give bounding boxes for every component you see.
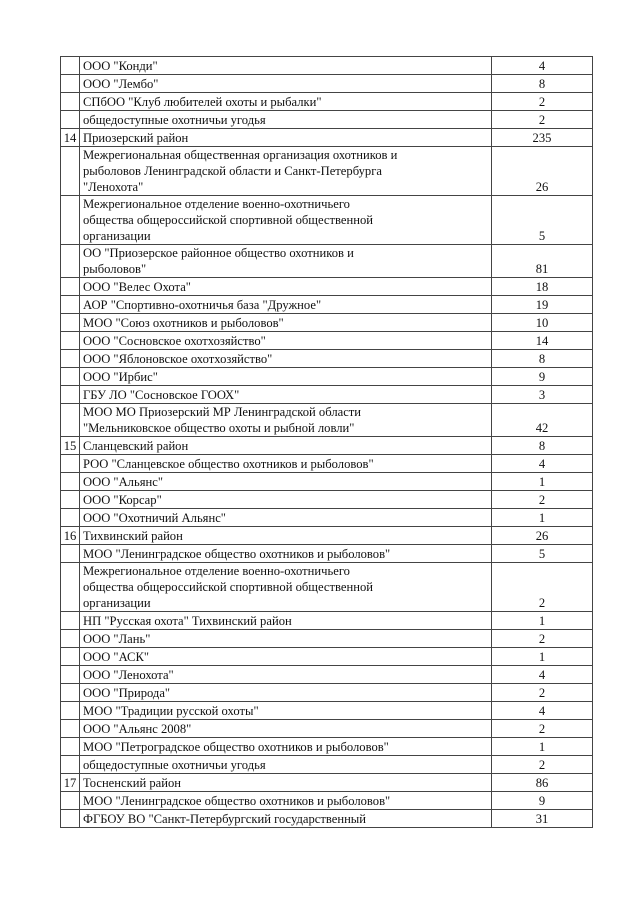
- row-number-cell: [61, 810, 80, 828]
- row-number-cell: 16: [61, 527, 80, 545]
- table-row: [61, 147, 593, 196]
- organization-name: НП "Русская охота" Тихвинский район: [83, 614, 292, 628]
- organization-name: МОО "Ленинградское общество охотников и рыболовов": [83, 794, 391, 808]
- row-number-cell: [61, 738, 80, 756]
- organization-name-cell: [80, 509, 492, 527]
- table-row: [61, 332, 593, 350]
- table-row: [61, 93, 593, 111]
- count-cell: 31: [492, 810, 593, 828]
- organization-name-cell: [80, 75, 492, 93]
- organization-name: МОО "Традиции русской охоты": [83, 704, 259, 718]
- organization-name: ООО "Конди": [83, 59, 158, 73]
- organization-name-cell: [80, 630, 492, 648]
- table-row: [61, 491, 593, 509]
- row-number-cell: [61, 404, 80, 437]
- count-cell: 10: [492, 314, 593, 332]
- organization-name-cell: [80, 404, 492, 437]
- organization-name: ОО "Приозерское районное общество охотников и рыболовов": [83, 246, 354, 276]
- organization-name: Приозерский район: [83, 131, 189, 145]
- organization-name: Межрегиональная общественная организация охотников и рыболовов Ленинградской области и Санкт-Петербурга "Ленохота": [83, 148, 398, 194]
- row-number-cell: [61, 75, 80, 93]
- organization-name: МОО "Петроградское общество охотников и рыболовов": [83, 740, 389, 754]
- organization-name-cell: [80, 491, 492, 509]
- row-number-cell: [61, 368, 80, 386]
- organization-name: Тосненский район: [83, 776, 182, 790]
- organization-name: ООО "Ленохота": [83, 668, 174, 682]
- organization-name-cell: [80, 738, 492, 756]
- table-row: [61, 404, 593, 437]
- count-cell: 2: [492, 563, 593, 612]
- row-number-cell: [61, 296, 80, 314]
- table-row: [61, 612, 593, 630]
- organization-name-cell: [80, 386, 492, 404]
- count-cell: 26: [492, 147, 593, 196]
- table-row: [61, 437, 593, 455]
- table-row: [61, 648, 593, 666]
- organization-name: МОО МО Приозерский МР Ленинградской области "Мельниковское общество охоты и рыбной ловли": [83, 405, 362, 435]
- row-number-cell: [61, 386, 80, 404]
- row-number-cell: [61, 196, 80, 245]
- row-number-cell: [61, 314, 80, 332]
- organization-name: ФГБОУ ВО "Санкт-Петербургский государственный: [83, 812, 367, 826]
- row-number-cell: [61, 684, 80, 702]
- organization-name: МОО "Ленинградское общество охотников и рыболовов": [83, 547, 391, 561]
- count-cell: 8: [492, 75, 593, 93]
- organization-name-cell: [80, 455, 492, 473]
- table-body: [61, 57, 593, 828]
- count-cell: 4: [492, 57, 593, 75]
- organization-name: ООО "АСК": [83, 650, 149, 664]
- organization-name-cell: [80, 792, 492, 810]
- table-row: [61, 455, 593, 473]
- table-row: [61, 314, 593, 332]
- hunting-grounds-table: [60, 56, 593, 828]
- table-row: [61, 684, 593, 702]
- organization-name-cell: [80, 111, 492, 129]
- organization-name-cell: [80, 314, 492, 332]
- row-number-cell: [61, 332, 80, 350]
- count-cell: 19: [492, 296, 593, 314]
- count-cell: 5: [492, 196, 593, 245]
- organization-name: ООО "Лань": [83, 632, 151, 646]
- organization-name: ООО "Охотничий Альянс": [83, 511, 226, 525]
- organization-name-cell: [80, 702, 492, 720]
- count-cell: 2: [492, 93, 593, 111]
- organization-name: ООО "Природа": [83, 686, 171, 700]
- row-number-cell: [61, 455, 80, 473]
- organization-name-cell: [80, 245, 492, 278]
- organization-name: РОО "Сланцевское общество охотников и рыболовов": [83, 457, 374, 471]
- row-number-cell: [61, 756, 80, 774]
- organization-name: ООО "Ирбис": [83, 370, 158, 384]
- organization-name-cell: [80, 437, 492, 455]
- row-number-cell: [61, 630, 80, 648]
- table-row: [61, 296, 593, 314]
- table-row: [61, 527, 593, 545]
- table-row: [61, 702, 593, 720]
- organization-name-cell: [80, 720, 492, 738]
- count-cell: 1: [492, 648, 593, 666]
- count-cell: 1: [492, 509, 593, 527]
- organization-name: МОО "Союз охотников и рыболовов": [83, 316, 284, 330]
- row-number-cell: [61, 563, 80, 612]
- count-cell: 14: [492, 332, 593, 350]
- table-row: [61, 563, 593, 612]
- organization-name-cell: [80, 648, 492, 666]
- table-row: [61, 756, 593, 774]
- table-row: [61, 245, 593, 278]
- count-cell: 18: [492, 278, 593, 296]
- organization-name-cell: [80, 684, 492, 702]
- organization-name: ООО "Яблоновское охотхозяйство": [83, 352, 273, 366]
- row-number-cell: 17: [61, 774, 80, 792]
- row-number-cell: [61, 545, 80, 563]
- count-cell: 2: [492, 720, 593, 738]
- organization-name-cell: [80, 57, 492, 75]
- organization-name: АОР "Спортивно-охотничья база "Дружное": [83, 298, 322, 312]
- row-number-cell: [61, 147, 80, 196]
- organization-name: ГБУ ЛО "Сосновское ГООХ": [83, 388, 240, 402]
- organization-name-cell: [80, 810, 492, 828]
- organization-name-cell: [80, 612, 492, 630]
- row-number-cell: [61, 491, 80, 509]
- count-cell: 81: [492, 245, 593, 278]
- count-cell: 2: [492, 491, 593, 509]
- count-cell: 4: [492, 702, 593, 720]
- table-row: [61, 738, 593, 756]
- row-number-cell: [61, 350, 80, 368]
- count-cell: 2: [492, 630, 593, 648]
- row-number-cell: [61, 111, 80, 129]
- table-row: [61, 368, 593, 386]
- organization-name: Тихвинский район: [83, 529, 183, 543]
- count-cell: 2: [492, 756, 593, 774]
- row-number-cell: [61, 612, 80, 630]
- count-cell: 42: [492, 404, 593, 437]
- count-cell: 86: [492, 774, 593, 792]
- organization-name-cell: [80, 332, 492, 350]
- organization-name-cell: [80, 196, 492, 245]
- organization-name: ООО "Лембо": [83, 77, 159, 91]
- table-row: [61, 666, 593, 684]
- organization-name-cell: [80, 296, 492, 314]
- organization-name: ООО "Альянс 2008": [83, 722, 192, 736]
- table-row: [61, 350, 593, 368]
- organization-name: ООО "Сосновское охотхозяйство": [83, 334, 266, 348]
- count-cell: 4: [492, 455, 593, 473]
- count-cell: 1: [492, 473, 593, 491]
- row-number-cell: [61, 278, 80, 296]
- table-row: [61, 509, 593, 527]
- table-row: [61, 278, 593, 296]
- table-row: [61, 111, 593, 129]
- organization-name: ООО "Корсар": [83, 493, 162, 507]
- table-row: [61, 810, 593, 828]
- organization-name: СПбОО "Клуб любителей охоты и рыбалки": [83, 95, 322, 109]
- organization-name: Межрегиональное отделение военно-охотничьего общества общероссийской спортивной общественной организации: [83, 197, 373, 243]
- organization-name-cell: [80, 278, 492, 296]
- table-row: [61, 792, 593, 810]
- table-row: [61, 630, 593, 648]
- row-number-cell: [61, 720, 80, 738]
- organization-name-cell: [80, 147, 492, 196]
- organization-name: Межрегиональное отделение военно-охотничьего общества общероссийской спортивной общественной организации: [83, 564, 373, 610]
- count-cell: 4: [492, 666, 593, 684]
- count-cell: 3: [492, 386, 593, 404]
- organization-name-cell: [80, 473, 492, 491]
- organization-name: ООО "Велес Охота": [83, 280, 191, 294]
- table-row: [61, 129, 593, 147]
- count-cell: 5: [492, 545, 593, 563]
- table-row: [61, 386, 593, 404]
- table-row: [61, 57, 593, 75]
- row-number-cell: [61, 473, 80, 491]
- table-row: [61, 196, 593, 245]
- organization-name-cell: [80, 545, 492, 563]
- row-number-cell: [61, 509, 80, 527]
- row-number-cell: [61, 702, 80, 720]
- count-cell: 9: [492, 792, 593, 810]
- organization-name: Сланцевский район: [83, 439, 189, 453]
- row-number-cell: [61, 93, 80, 111]
- organization-name-cell: [80, 527, 492, 545]
- count-cell: 1: [492, 738, 593, 756]
- organization-name: ООО "Альянс": [83, 475, 163, 489]
- row-number-cell: [61, 245, 80, 278]
- organization-name: общедоступные охотничьи угодья: [83, 758, 266, 772]
- row-number-cell: 15: [61, 437, 80, 455]
- row-number-cell: [61, 666, 80, 684]
- table-row: [61, 720, 593, 738]
- table-row: [61, 473, 593, 491]
- organization-name-cell: [80, 368, 492, 386]
- row-number-cell: 14: [61, 129, 80, 147]
- organization-name-cell: [80, 774, 492, 792]
- count-cell: 2: [492, 111, 593, 129]
- count-cell: 235: [492, 129, 593, 147]
- organization-name-cell: [80, 350, 492, 368]
- organization-name-cell: [80, 563, 492, 612]
- count-cell: 9: [492, 368, 593, 386]
- organization-name-cell: [80, 129, 492, 147]
- row-number-cell: [61, 57, 80, 75]
- count-cell: 1: [492, 612, 593, 630]
- organization-name-cell: [80, 756, 492, 774]
- table-row: [61, 545, 593, 563]
- row-number-cell: [61, 792, 80, 810]
- organization-name-cell: [80, 93, 492, 111]
- count-cell: 2: [492, 684, 593, 702]
- count-cell: 8: [492, 437, 593, 455]
- organization-name-cell: [80, 666, 492, 684]
- table-row: [61, 75, 593, 93]
- count-cell: 26: [492, 527, 593, 545]
- organization-name: общедоступные охотничьи угодья: [83, 113, 266, 127]
- row-number-cell: [61, 648, 80, 666]
- count-cell: 8: [492, 350, 593, 368]
- table-row: [61, 774, 593, 792]
